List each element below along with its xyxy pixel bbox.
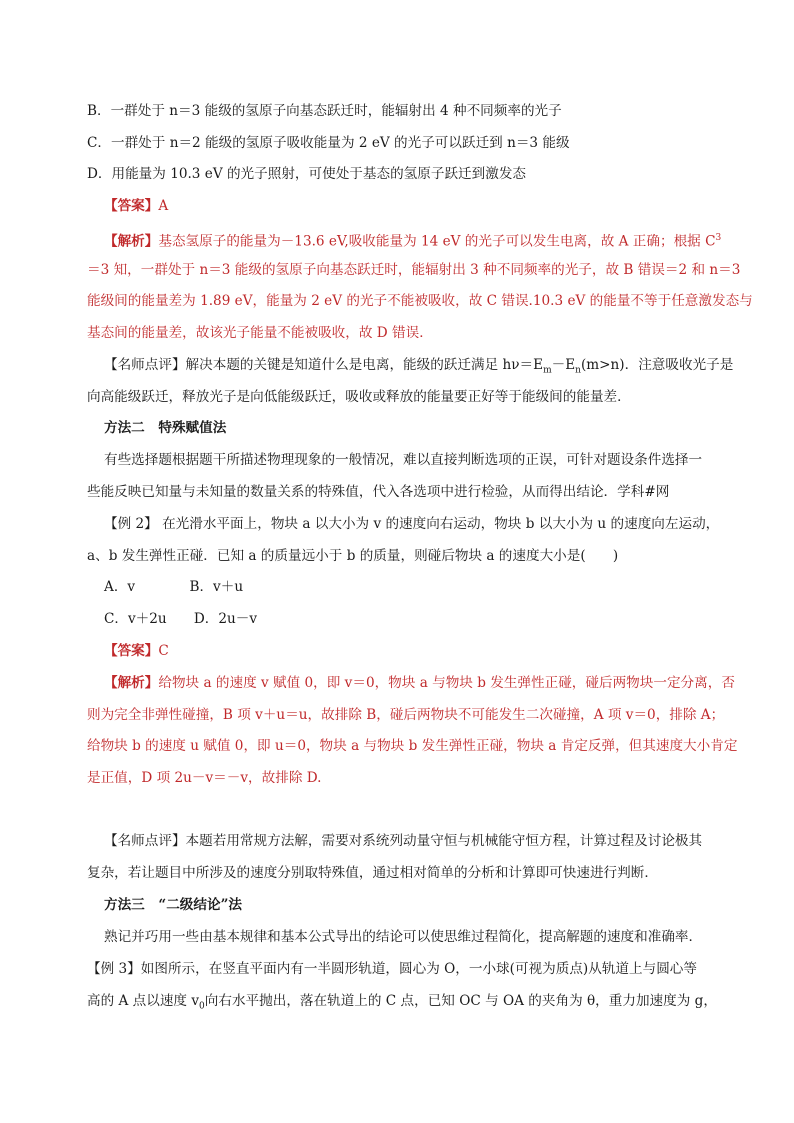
option-c-text: C．一群处于 n＝2 能级的氢原子吸收能量为 2 eV 的光子可以跃迁到 n＝3 能级	[87, 135, 570, 151]
method-3-line-1: 熟记并巧用一些由基本规律和基本公式导出的结论可以使思维过程简化，提高解题的速度和准确率．	[104, 929, 703, 945]
method-3-heading: 方法三 “二级结论”法	[104, 897, 242, 913]
option-d-text: D．用能量为 10.3 eV 的光子照射，可使处于基态的氢原子跃迁到激发态	[87, 166, 527, 182]
answer-tag: 【答案】	[104, 643, 159, 659]
example-2-options-ab: A．v B．v＋u	[104, 579, 244, 595]
comment-text-end: (m>n)．注意吸收光子是	[580, 357, 734, 373]
teacher-comment-2-line-2: 复杂，若让题目中所涉及的速度分别取特殊值，通过相对简单的分析和计算即可快速进行判断．	[87, 865, 658, 881]
answer-tag: 【答案】	[104, 198, 159, 214]
teacher-comment-1-line-1	[104, 355, 733, 381]
explanation-1-line-1	[104, 228, 721, 252]
teacher-comment-2-line-1: 【名师点评】本题若用常规方法解，需要对系统列动量守恒与机械能守恒方程，计算过程及讨论极其	[104, 833, 703, 849]
subscript-m: m	[543, 365, 552, 376]
explanation-tag: 【解析】	[104, 675, 159, 691]
option-b-text: B．一群处于 n＝3 能级的氢原子向基态跃迁时，能辐射出 4 种不同频率的光子	[87, 103, 562, 119]
explanation-2-line-2: 则为完全非弹性碰撞，B 项 v＋u＝u，故排除 B，碰后两物块不可能发生二次碰撞，A 项 v＝0，排除 A；	[87, 707, 725, 723]
explanation-1-line-2: ＝3 知，一群处于 n＝3 能级的氢原子向基态跃迁时，能辐射出 3 种不同频率的光子，故 B 错误＝2 和 n＝3	[87, 262, 741, 278]
comment-text-mid: －E	[551, 357, 576, 373]
example-2-line-1: 【例 2】 在光滑水平面上，物块 a 以大小为 v 的速度向右运动，物块 b 以大小为 u 的速度向左运动，	[104, 516, 720, 532]
subscript-n: n	[575, 365, 581, 376]
answer-1	[104, 196, 168, 216]
answer-value: A	[158, 198, 169, 214]
comment-text: 【名师点评】解决本题的关键是知道什么是电离，能级的跃迁满足 hν＝E	[104, 357, 544, 373]
method-2-line-2: 些能反映已知量与未知量的数量关系的特殊值，代入各选项中进行检验，从而得出结论．学科#网	[87, 484, 670, 500]
example-2-line-2: a、b 发生弹性正碰．已知 a 的质量远小于 b 的质量，则碰后物块 a 的速度大小是( )	[87, 548, 619, 564]
explanation-2-line-3: 给物块 b 的速度 u 赋值 0，即 u＝0，物块 a 与物块 b 发生弹性正碰，物块 a 肯定反弹，但其速度大小肯定	[87, 738, 738, 754]
example-3-line-1: 【例 3】如图所示，在竖直平面内有一半圆形轨道，圆心为 O，一小球(可视为质点)从轨道上与圆心等	[87, 961, 697, 977]
explanation-tag: 【解析】	[104, 233, 159, 250]
answer-value: C	[158, 643, 169, 659]
example-text: 高的 A 点以速度 v	[87, 993, 200, 1009]
subscript-0: 0	[199, 1001, 205, 1012]
explanation-1-line-3: 能级间的能量差为 1.89 eV，能量为 2 eV 的光子不能被吸收，故 C 错误.10.3 eV 的能量不等于任意激发态与	[87, 293, 753, 309]
example-3-line-2	[87, 991, 717, 1017]
explanation-text: 基态氢原子的能量为－13.6 eV,吸收能量为 14 eV 的光子可以发生电离，故 A 正确；根据 C	[158, 233, 716, 250]
example-2-options-cd: C．v＋2u D．2u－v	[104, 611, 258, 627]
example-text-end: 向右水平抛出，落在轨道上的 C 点，已知 OC 与 OA 的夹角为 θ，重力加速度为 g，	[204, 993, 717, 1009]
method-2-line-1: 有些选择题根据题干所描述物理现象的一般情况，难以直接判断选项的正误，可针对题设条件选择一	[104, 452, 703, 468]
teacher-comment-1-line-2: 向高能级跃迁，释放光子是向低能级跃迁，吸收或释放的能量要正好等于能级间的能量差．	[87, 389, 631, 405]
explanation-2-line-4: 是正值，D 项 2u－v＝－v，故排除 D.	[87, 770, 322, 786]
answer-2	[104, 641, 169, 661]
superscript: 3	[715, 233, 722, 243]
explanation-text: 给物块 a 的速度 v 赋值 0，即 v＝0，物块 a 与物块 b 发生弹性正碰，碰后两物块一定分离，否	[158, 675, 735, 691]
explanation-2-line-1	[104, 673, 735, 693]
explanation-1-line-4: 基态间的能量差，故该光子能量不能被吸收，故 D 错误．	[87, 325, 433, 341]
method-2-heading: 方法二 特殊赋值法	[104, 420, 227, 436]
